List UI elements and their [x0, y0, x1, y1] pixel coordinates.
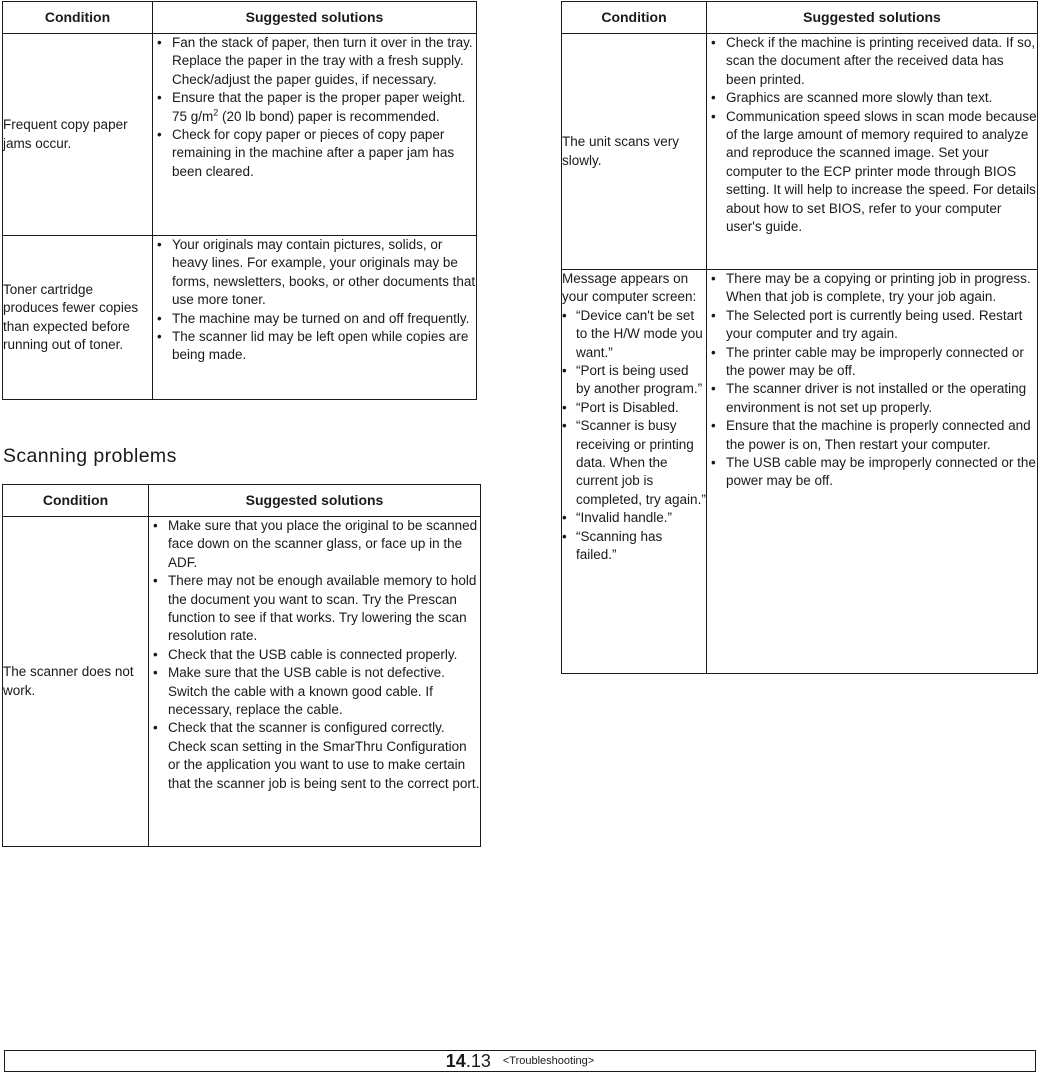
table-header-row	[562, 2, 1038, 34]
list-item: • Ensure that the paper is the proper paper weight. 75 $g/m^2$ (20 lb bond) paper is recommended.	[153, 89, 476, 126]
solutions-cell	[153, 34, 477, 236]
list-item: • “Device can't be set to the H/W mode you want.”	[562, 307, 706, 362]
list-item: • Ensure that the machine is properly connected and the power is on, Then restart your computer.	[707, 417, 1037, 454]
scanning-problems-table-continued	[561, 1, 1038, 674]
list-item: • There may not be enough available memory to hold the document you want to scan. Try the Prescan function to see if that works. Try lowering the scan resolution rate.	[149, 572, 480, 646]
list-item: • Make sure that you place the original to be scanned face down on the scanner glass, or face up in the ADF.	[149, 517, 480, 572]
solutions-header: Suggested solutions	[707, 2, 1038, 34]
list-item: • Check that the scanner is configured correctly. Check scan setting in the SmarThru Configuration or the application you want to use to make certain that the scanner job is being sent to the correct port.	[149, 719, 480, 793]
condition-cell: The scanner does not work.	[3, 517, 149, 847]
table-header-row	[3, 485, 481, 517]
solution-list	[707, 34, 1037, 236]
solutions-cell	[707, 34, 1038, 270]
table-row	[3, 236, 477, 400]
solutions-cell	[707, 270, 1038, 674]
solution-list	[153, 34, 476, 181]
list-item: • Communication speed slows in scan mode because of the large amount of memory required to analyze and reproduce the scanned image. Set your computer to the ECP printer mode through BIOS setting. It will help to increase the speed. For details about how to set BIOS, refer to your computer user's guide.	[707, 108, 1037, 237]
list-item: • “Port is being used by another program.”	[562, 362, 706, 399]
list-item: • Check for copy paper or pieces of copy paper remaining in the machine after a paper jam has been cleared.	[153, 126, 476, 181]
page-footer	[4, 1050, 1036, 1072]
table-row	[562, 34, 1038, 270]
list-item: • The USB cable may be improperly connected or the power may be off.	[707, 454, 1037, 491]
list-item: • The machine may be turned on and off frequently.	[153, 310, 476, 328]
condition-cell: Toner cartridge produces fewer copies than expected before running out of toner.	[3, 236, 153, 400]
list-item: • Make sure that the USB cable is not defective. Switch the cable with a known good cable. If necessary, replace the cable.	[149, 664, 480, 719]
table-row	[562, 270, 1038, 674]
page-number: .13	[465, 1050, 491, 1071]
table-header-row	[3, 2, 477, 34]
list-item: • The scanner driver is not installed or the operating environment is not set up properly.	[707, 380, 1037, 417]
solution-list	[153, 236, 476, 365]
condition-header: Condition	[562, 2, 707, 34]
list-item: • “Scanner is busy receiving or printing data. When the current job is completed, try again.”	[562, 417, 706, 509]
condition-cell: Frequent copy paper jams occur.	[3, 34, 153, 236]
solutions-header: Suggested solutions	[149, 485, 481, 517]
list-item: • Check that the USB cable is connected properly.	[149, 646, 480, 664]
list-item: • The Selected port is currently being used. Restart your computer and try again.	[707, 307, 1037, 344]
list-item: • “Port is Disabled.	[562, 399, 706, 417]
solution-list	[149, 517, 480, 793]
solutions-cell	[149, 517, 481, 847]
message-list	[562, 307, 706, 565]
table-row	[3, 517, 481, 847]
list-item: • Graphics are scanned more slowly than text.	[707, 89, 1037, 107]
section-title: Scanning problems	[3, 445, 177, 467]
chapter-number: 14	[445, 1050, 466, 1071]
list-item: • “Invalid handle.”	[562, 509, 706, 527]
solutions-header: Suggested solutions	[153, 2, 477, 34]
condition-cell	[562, 270, 707, 674]
section-name: <Troubleshooting>	[502, 1055, 595, 1067]
solution-list	[707, 270, 1037, 491]
list-item: • Your originals may contain pictures, solids, or heavy lines. For example, your originals may be forms, newsletters, books, or other documents that use more toner.	[153, 236, 476, 310]
list-item: • Fan the stack of paper, then turn it over in the tray. Replace the paper in the tray with a fresh supply. Check/adjust the paper guides, if necessary.	[153, 34, 476, 89]
list-item: • The printer cable may be improperly connected or the power may be off.	[707, 344, 1037, 381]
condition-header: Condition	[3, 485, 149, 517]
list-item: • There may be a copying or printing job in progress. When that job is complete, try your job again.	[707, 270, 1037, 307]
condition-cell: The unit scans very slowly.	[562, 34, 707, 270]
table-row	[3, 34, 477, 236]
copy-problems-table	[2, 1, 477, 400]
list-item: • “Scanning has failed.”	[562, 528, 706, 565]
condition-text: Message appears on your computer screen:	[562, 271, 697, 305]
scanning-problems-table	[2, 484, 481, 847]
list-item: • The scanner lid may be left open while copies are being made.	[153, 328, 476, 365]
condition-header: Condition	[3, 2, 153, 34]
solutions-cell	[153, 236, 477, 400]
list-item: • Check if the machine is printing received data. If so, scan the document after the received data has been printed.	[707, 34, 1037, 89]
